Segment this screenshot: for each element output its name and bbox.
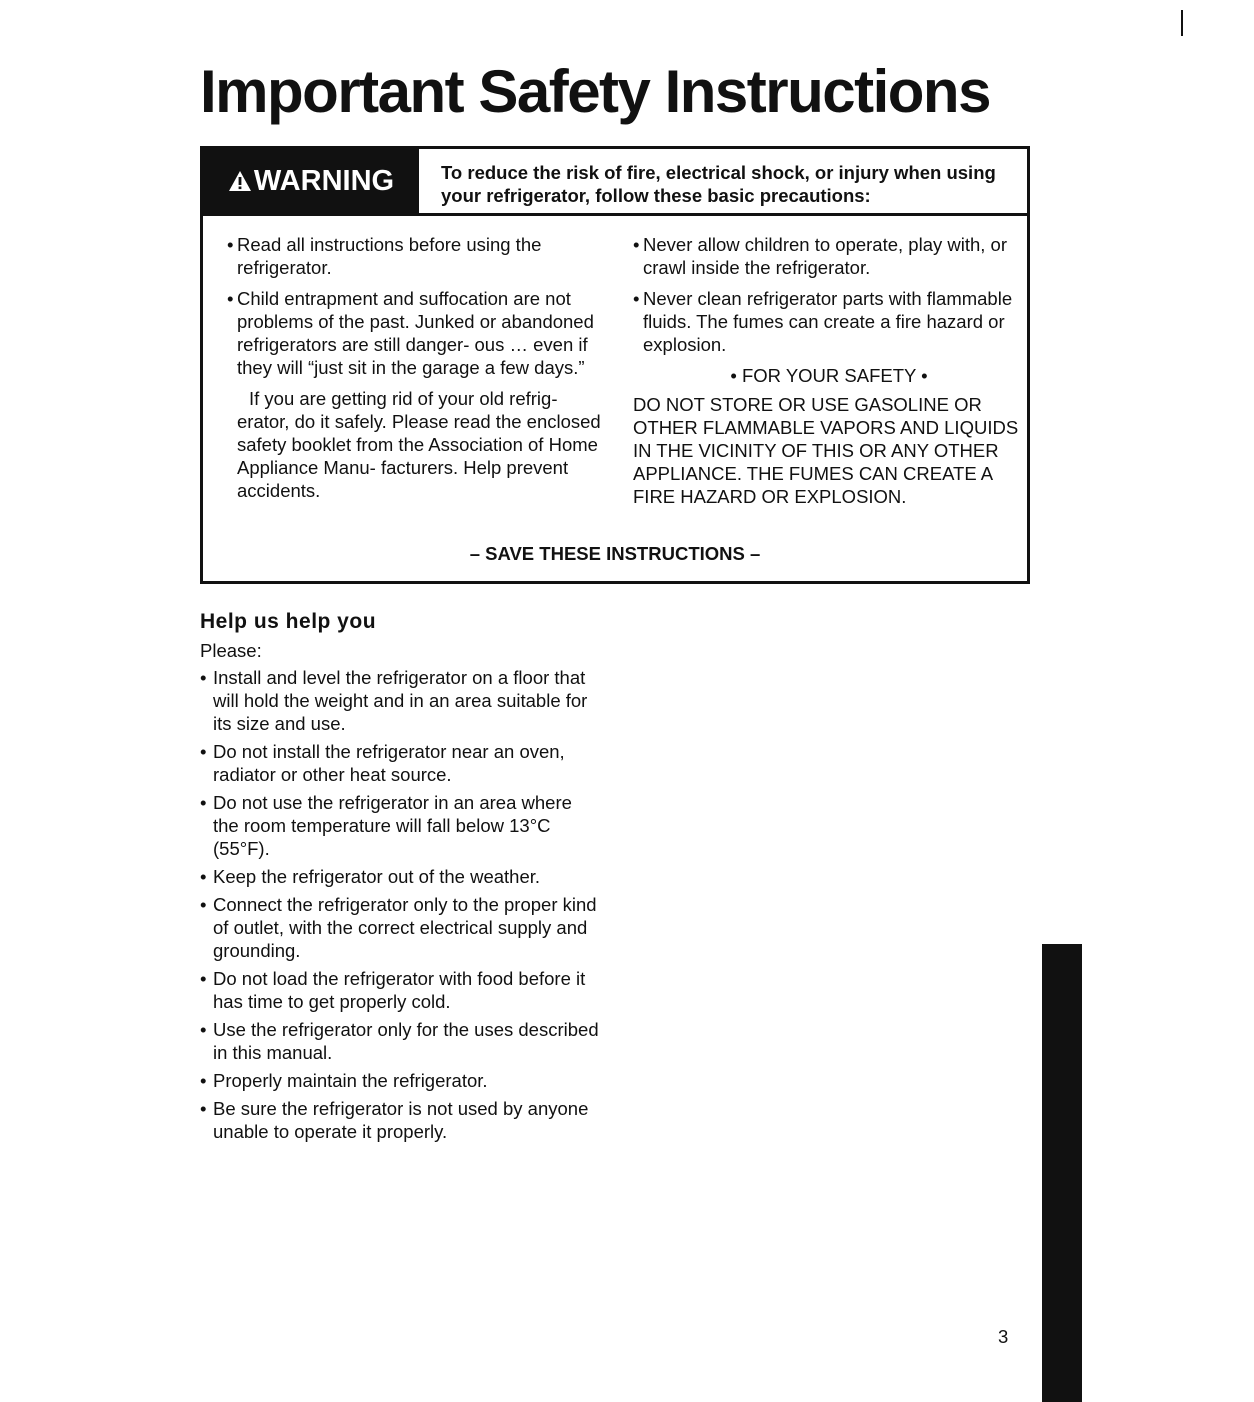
- help-heading: Help us help you: [200, 610, 377, 633]
- bullet-icon: •: [200, 741, 207, 762]
- bullet-icon: •: [200, 1098, 207, 1119]
- warning-intro: To reduce the risk of fire, electrical shock, or injury when using your refrigerator, follow these basic precautions:: [441, 162, 996, 206]
- list-item: • Never clean refrigerator parts with flammable fluids. The fumes can create a fire hazard or explosion.: [633, 288, 1013, 355]
- warning-label: WARNING: [253, 164, 395, 197]
- list-item: • Keep the refrigerator out of the weather.: [200, 866, 541, 887]
- help-please: Please:: [200, 640, 262, 661]
- list-item: • Use the refrigerator only for the uses described in this manual.: [200, 1019, 599, 1063]
- help-list: [200, 666, 600, 1148]
- disposal-paragraph: If you are getting rid of your old refrig- erator, do it safely. Please read the enclosed safety booklet from the Association of Home Appliance Manu- facturers. Help prevent accidents.: [237, 388, 601, 501]
- list-item: • Child entrapment and suffocation are not problems of the past. Junked or abandoned refrigerators are still danger- ous … even if they will “just sit in the garage a few days.”: [227, 288, 594, 378]
- bullet-icon: •: [227, 288, 234, 309]
- warning-triangle-icon: [228, 170, 252, 192]
- list-item: • Do not use the refrigerator in an area where the room temperature will fall below 13°C (55°F).: [200, 792, 572, 859]
- bullet-icon: •: [200, 792, 207, 813]
- page-number: 3: [998, 1326, 1009, 1347]
- page-title: Important Safety Instructions: [200, 58, 990, 125]
- bullet-icon: •: [200, 667, 207, 688]
- warning-badge: [203, 149, 419, 213]
- list-item: • Read all instructions before using the refrigerator.: [227, 234, 542, 278]
- warning-right-column: [633, 233, 1025, 508]
- list-item: • Be sure the refrigerator is not used by anyone unable to operate it properly.: [200, 1098, 589, 1142]
- bullet-icon: •: [200, 894, 207, 915]
- bullet-icon: •: [633, 234, 640, 255]
- bullet-icon: •: [200, 968, 207, 989]
- warning-left-column: [227, 233, 607, 510]
- bullet-icon: •: [200, 1070, 207, 1091]
- list-item: • Properly maintain the refrigerator.: [200, 1070, 488, 1091]
- save-instructions-line: – SAVE THESE INSTRUCTIONS –: [469, 543, 761, 564]
- bullet-icon: •: [200, 866, 207, 887]
- bullet-icon: •: [200, 1019, 207, 1040]
- bullet-icon: •: [227, 234, 234, 255]
- list-item: • Do not load the refrigerator with food before it has time to get properly cold.: [200, 968, 586, 1012]
- warning-header: [203, 149, 1027, 216]
- list-item: • Connect the refrigerator only to the proper kind of outlet, with the correct electrical supply and grounding.: [200, 894, 597, 961]
- warning-box: [200, 146, 1030, 584]
- list-item: • Install and level the refrigerator on a floor that will hold the weight and in an area suitable for its size and use.: [200, 667, 588, 734]
- list-item: • Do not install the refrigerator near an oven, radiator or other heat source.: [200, 741, 565, 785]
- for-your-safety-heading: • FOR YOUR SAFETY •: [730, 365, 928, 386]
- section-thumb-tab: [1042, 944, 1082, 1402]
- bullet-icon: •: [633, 288, 640, 309]
- list-item: • Never allow children to operate, play with, or crawl inside the refrigerator.: [633, 234, 1008, 278]
- flammable-notice: DO NOT STORE OR USE GASOLINE OR OTHER FLAMMABLE VAPORS AND LIQUIDS IN THE VICINITY OF THIS OR ANY OTHER APPLIANCE. THE FUMES CAN CREATE A FIRE HAZARD OR EXPLOSION.: [633, 394, 1019, 507]
- top-margin-mark: [1181, 10, 1183, 36]
